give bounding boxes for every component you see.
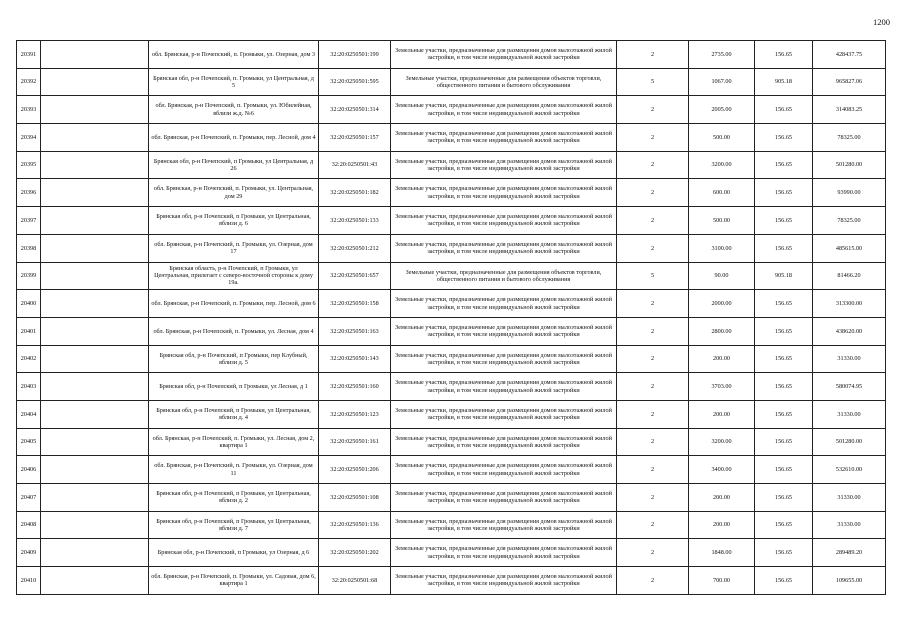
cadastral-number-cell: 32:20:0250501:43	[319, 151, 391, 179]
cadastral-number-cell: 32:20:0250501:206	[319, 456, 391, 484]
area-cell: 200.00	[689, 511, 755, 539]
blank-cell	[41, 179, 149, 207]
blank-cell	[41, 428, 149, 456]
specific-value-cell: 905.18	[755, 262, 813, 290]
table-row	[17, 124, 886, 152]
cadastral-value-cell: 93990.00	[813, 179, 886, 207]
table-row	[17, 262, 886, 290]
area-cell: 500.00	[689, 207, 755, 235]
address-cell: обл. Брянская, р-н Почепский, п. Громыки, ул. Центральная, дом 29	[149, 179, 319, 207]
specific-value-cell: 156.65	[755, 317, 813, 345]
cadastral-number-cell: 32:20:0250501:108	[319, 484, 391, 512]
cadastral-number-cell: 32:20:0250501:160	[319, 373, 391, 401]
cadastral-number-cell: 32:20:0250501:157	[319, 124, 391, 152]
permitted-use-cell: Земельные участки, предназначенные для размещения домов малоэтажной жилой застройки, в том числе индивидуальной жилой застройки	[391, 345, 617, 373]
use-group-cell: 2	[617, 207, 689, 235]
use-group-cell: 2	[617, 151, 689, 179]
blank-cell	[41, 567, 149, 595]
cadastral-value-cell: 580074.95	[813, 373, 886, 401]
row-number: 20397	[17, 207, 41, 235]
permitted-use-cell: Земельные участки, предназначенные для размещения домов малоэтажной жилой застройки, в том числе индивидуальной жилой застройки	[391, 511, 617, 539]
address-cell: Брянская обл, р-н Почепский, п Громыки, ул Центральная, вблизи д. 6	[149, 207, 319, 235]
use-group-cell: 2	[617, 234, 689, 262]
area-cell: 3100.00	[689, 234, 755, 262]
cadastral-value-cell: 501280.00	[813, 151, 886, 179]
cadastral-number-cell: 32:20:0250501:314	[319, 96, 391, 124]
use-group-cell: 5	[617, 68, 689, 96]
specific-value-cell: 156.65	[755, 539, 813, 567]
cadastral-number-cell: 32:20:0250501:199	[319, 41, 391, 69]
address-cell: Брянская обл, р-н Почепский, п. Громыки, ул Центральная, д 5	[149, 68, 319, 96]
cadastral-number-cell: 32:20:0250501:136	[319, 511, 391, 539]
cadastral-value-cell: 289489.20	[813, 539, 886, 567]
specific-value-cell: 156.65	[755, 179, 813, 207]
cadastral-number-cell: 32:20:0250501:595	[319, 68, 391, 96]
specific-value-cell: 156.65	[755, 567, 813, 595]
specific-value-cell: 156.65	[755, 511, 813, 539]
area-cell: 2735.00	[689, 41, 755, 69]
blank-cell	[41, 68, 149, 96]
use-group-cell: 2	[617, 179, 689, 207]
permitted-use-cell: Земельные участки, предназначенные для размещения домов малоэтажной жилой застройки, в том числе индивидуальной жилой застройки	[391, 207, 617, 235]
address-cell: обл. Брянская, р-н Почепский, п. Громыки, ул. Озерная, дом 3	[149, 41, 319, 69]
table-row	[17, 567, 886, 595]
permitted-use-cell: Земельные участки, предназначенные для размещения домов малоэтажной жилой застройки, в том числе индивидуальной жилой застройки	[391, 539, 617, 567]
table-row	[17, 400, 886, 428]
address-cell: обл. Брянская, р-н Почепский, п. Громыки, ул. Озерная, дом 11	[149, 456, 319, 484]
row-number: 20409	[17, 539, 41, 567]
use-group-cell: 2	[617, 124, 689, 152]
use-group-cell: 2	[617, 484, 689, 512]
area-cell: 2000.00	[689, 290, 755, 318]
cadastral-value-cell: 313300.00	[813, 290, 886, 318]
cadastral-value-cell: 81466.20	[813, 262, 886, 290]
cadastral-value-cell: 31330.00	[813, 345, 886, 373]
address-cell: Брянская обл, р-н Почепский, п Громыки, пер Клубный, вблизи д. 5	[149, 345, 319, 373]
address-cell: Брянская обл, р-н Почепский, п Громыки, ул Лесная, д 1	[149, 373, 319, 401]
permitted-use-cell: Земельные участки, предназначенные для размещения домов малоэтажной жилой застройки, в том числе индивидуальной жилой застройки	[391, 484, 617, 512]
specific-value-cell: 156.65	[755, 41, 813, 69]
specific-value-cell: 156.65	[755, 207, 813, 235]
permitted-use-cell: Земельные участки, предназначенные для размещения домов малоэтажной жилой застройки, в том числе индивидуальной жилой застройки	[391, 179, 617, 207]
page-number: 1200	[873, 17, 890, 27]
address-cell: Брянская обл, р-н Почепский, п Громыки, ул Центральная, д 26	[149, 151, 319, 179]
address-cell: Брянская обл, р-н Почепский, п Громыки, ул Центральная, вблизи д. 4	[149, 400, 319, 428]
blank-cell	[41, 484, 149, 512]
specific-value-cell: 156.65	[755, 124, 813, 152]
cadastral-number-cell: 32:20:0250501:133	[319, 207, 391, 235]
cadastral-value-cell: 428437.75	[813, 41, 886, 69]
row-number: 20395	[17, 151, 41, 179]
row-number: 20403	[17, 373, 41, 401]
row-number: 20402	[17, 345, 41, 373]
specific-value-cell: 156.65	[755, 484, 813, 512]
table-row	[17, 179, 886, 207]
address-cell: обл. Брянская, р-н Почепский, п. Громыки, ул. Юбилейная, вблизи ж.д. №6	[149, 96, 319, 124]
table-row	[17, 41, 886, 69]
blank-cell	[41, 345, 149, 373]
row-number: 20391	[17, 41, 41, 69]
row-number: 20393	[17, 96, 41, 124]
cadastral-number-cell: 32:20:0250501:182	[319, 179, 391, 207]
cadastral-value-cell: 78325.00	[813, 124, 886, 152]
blank-cell	[41, 290, 149, 318]
blank-cell	[41, 124, 149, 152]
cadastral-number-cell: 32:20:0250501:161	[319, 428, 391, 456]
specific-value-cell: 156.65	[755, 456, 813, 484]
table-row	[17, 539, 886, 567]
area-cell: 3703.00	[689, 373, 755, 401]
area-cell: 90.00	[689, 262, 755, 290]
table-row	[17, 234, 886, 262]
area-cell: 3400.00	[689, 456, 755, 484]
permitted-use-cell: Земельные участки, предназначенные для размещения домов малоэтажной жилой застройки, в том числе индивидуальной жилой застройки	[391, 41, 617, 69]
use-group-cell: 2	[617, 567, 689, 595]
blank-cell	[41, 400, 149, 428]
address-cell: обл. Брянская, р-н Почепский, п. Громыки, пер. Лесной, дом 6	[149, 290, 319, 318]
area-cell: 500.00	[689, 124, 755, 152]
blank-cell	[41, 539, 149, 567]
specific-value-cell: 156.65	[755, 234, 813, 262]
row-number: 20400	[17, 290, 41, 318]
area-cell: 2800.00	[689, 317, 755, 345]
area-cell: 700.00	[689, 567, 755, 595]
cadastral-number-cell: 32:20:0250501:163	[319, 317, 391, 345]
use-group-cell: 2	[617, 511, 689, 539]
cadastral-number-cell: 32:20:0250501:68	[319, 567, 391, 595]
specific-value-cell: 905.18	[755, 68, 813, 96]
use-group-cell: 2	[617, 96, 689, 124]
row-number: 20394	[17, 124, 41, 152]
row-number: 20407	[17, 484, 41, 512]
blank-cell	[41, 317, 149, 345]
specific-value-cell: 156.65	[755, 345, 813, 373]
use-group-cell: 2	[617, 317, 689, 345]
cadastral-value-cell: 501280.00	[813, 428, 886, 456]
row-number: 20408	[17, 511, 41, 539]
blank-cell	[41, 96, 149, 124]
use-group-cell: 2	[617, 456, 689, 484]
use-group-cell: 2	[617, 373, 689, 401]
use-group-cell: 2	[617, 400, 689, 428]
permitted-use-cell: Земельные участки, предназначенные для размещения домов малоэтажной жилой застройки, в том числе индивидуальной жилой застройки	[391, 373, 617, 401]
cadastral-number-cell: 32:20:0250501:202	[319, 539, 391, 567]
cadastral-value-cell: 438620.00	[813, 317, 886, 345]
table-row	[17, 345, 886, 373]
table-row	[17, 456, 886, 484]
table-row	[17, 290, 886, 318]
cadastral-number-cell: 32:20:0250501:212	[319, 234, 391, 262]
blank-cell	[41, 373, 149, 401]
table-row	[17, 484, 886, 512]
cadastral-value-cell: 31330.00	[813, 400, 886, 428]
cadastral-value-cell: 314083.25	[813, 96, 886, 124]
blank-cell	[41, 151, 149, 179]
use-group-cell: 2	[617, 290, 689, 318]
address-cell: обл. Брянская, р-н Почепский, п. Громыки, пер. Лесной, дом 4	[149, 124, 319, 152]
permitted-use-cell: Земельные участки, предназначенные для размещения объектов торговли, общественного питания и бытового обслуживания	[391, 68, 617, 96]
permitted-use-cell: Земельные участки, предназначенные для размещения домов малоэтажной жилой застройки, в том числе индивидуальной жилой застройки	[391, 400, 617, 428]
table-row	[17, 96, 886, 124]
blank-cell	[41, 234, 149, 262]
blank-cell	[41, 207, 149, 235]
area-cell: 3200.00	[689, 428, 755, 456]
address-cell: обл. Брянская, р-н Почепский, п. Громыки, ул. Лесная, дом 2, квартира 1	[149, 428, 319, 456]
use-group-cell: 2	[617, 428, 689, 456]
use-group-cell: 2	[617, 41, 689, 69]
table-row	[17, 68, 886, 96]
table-row	[17, 373, 886, 401]
specific-value-cell: 156.65	[755, 96, 813, 124]
use-group-cell: 2	[617, 539, 689, 567]
permitted-use-cell: Земельные участки, предназначенные для размещения домов малоэтажной жилой застройки, в том числе индивидуальной жилой застройки	[391, 428, 617, 456]
area-cell: 200.00	[689, 400, 755, 428]
specific-value-cell: 156.65	[755, 290, 813, 318]
cadastral-value-cell: 78325.00	[813, 207, 886, 235]
area-cell: 1067.00	[689, 68, 755, 96]
row-number: 20396	[17, 179, 41, 207]
address-cell: Брянская область, р-н Почепский, п Громыки, ул Центральная, прилегает с северо-восточной стороны к дому 19а.	[149, 262, 319, 290]
blank-cell	[41, 41, 149, 69]
table-row	[17, 317, 886, 345]
cadastral-number-cell: 32:20:0250501:657	[319, 262, 391, 290]
table-row	[17, 428, 886, 456]
cadastral-number-cell: 32:20:0250501:143	[319, 345, 391, 373]
cadastral-value-cell: 532610.00	[813, 456, 886, 484]
table-body	[17, 41, 886, 595]
cadastral-value-cell: 485615.00	[813, 234, 886, 262]
area-cell: 600.00	[689, 179, 755, 207]
permitted-use-cell: Земельные участки, предназначенные для размещения домов малоэтажной жилой застройки, в том числе индивидуальной жилой застройки	[391, 317, 617, 345]
row-number: 20392	[17, 68, 41, 96]
specific-value-cell: 156.65	[755, 151, 813, 179]
row-number: 20399	[17, 262, 41, 290]
permitted-use-cell: Земельные участки, предназначенные для размещения домов малоэтажной жилой застройки, в том числе индивидуальной жилой застройки	[391, 96, 617, 124]
permitted-use-cell: Земельные участки, предназначенные для размещения домов малоэтажной жилой застройки, в том числе индивидуальной жилой застройки	[391, 124, 617, 152]
area-cell: 1848.00	[689, 539, 755, 567]
permitted-use-cell: Земельные участки, предназначенные для размещения объектов торговли, общественного питания и бытового обслуживания	[391, 262, 617, 290]
address-cell: Брянская обл, р-н Почепский, п Громыки, ул Центральная, вблизи д. 7	[149, 511, 319, 539]
specific-value-cell: 156.65	[755, 373, 813, 401]
table-row	[17, 511, 886, 539]
use-group-cell: 2	[617, 345, 689, 373]
specific-value-cell: 156.65	[755, 400, 813, 428]
area-cell: 2005.00	[689, 96, 755, 124]
table-row	[17, 151, 886, 179]
cadastral-value-cell: 31330.00	[813, 511, 886, 539]
row-number: 20401	[17, 317, 41, 345]
address-cell: обл. Брянская, р-н Почепский, п. Громыки, ул. Лесная, дом 4	[149, 317, 319, 345]
permitted-use-cell: Земельные участки, предназначенные для размещения домов малоэтажной жилой застройки, в том числе индивидуальной жилой застройки	[391, 151, 617, 179]
permitted-use-cell: Земельные участки, предназначенные для размещения домов малоэтажной жилой застройки, в том числе индивидуальной жилой застройки	[391, 567, 617, 595]
permitted-use-cell: Земельные участки, предназначенные для размещения домов малоэтажной жилой застройки, в том числе индивидуальной жилой застройки	[391, 234, 617, 262]
cadastral-value-cell: 109655.00	[813, 567, 886, 595]
area-cell: 3200.00	[689, 151, 755, 179]
address-cell: обл. Брянская, р-н Почепский, п. Громыки, ул. Садовая, дом 6, квартира 1	[149, 567, 319, 595]
area-cell: 200.00	[689, 484, 755, 512]
address-cell: обл. Брянская, р-н Почепский, п. Громыки, ул. Озерная, дом 17	[149, 234, 319, 262]
permitted-use-cell: Земельные участки, предназначенные для размещения домов малоэтажной жилой застройки, в том числе индивидуальной жилой застройки	[391, 456, 617, 484]
address-cell: Брянская обл, р-н Почепский, п Громыки, ул Озерная, д 6	[149, 539, 319, 567]
row-number: 20406	[17, 456, 41, 484]
table-row	[17, 207, 886, 235]
area-cell: 200.00	[689, 345, 755, 373]
specific-value-cell: 156.65	[755, 428, 813, 456]
cadastral-value-cell: 31330.00	[813, 484, 886, 512]
address-cell: Брянская обл, р-н Почепский, п Громыки, ул Центральная, вблизи д. 2	[149, 484, 319, 512]
use-group-cell: 5	[617, 262, 689, 290]
blank-cell	[41, 456, 149, 484]
cadastral-value-table	[16, 40, 886, 595]
permitted-use-cell: Земельные участки, предназначенные для размещения домов малоэтажной жилой застройки, в том числе индивидуальной жилой застройки	[391, 290, 617, 318]
row-number: 20398	[17, 234, 41, 262]
cadastral-number-cell: 32:20:0250501:123	[319, 400, 391, 428]
row-number: 20405	[17, 428, 41, 456]
blank-cell	[41, 262, 149, 290]
cadastral-value-cell: 965827.06	[813, 68, 886, 96]
row-number: 20410	[17, 567, 41, 595]
cadastral-number-cell: 32:20:0250501:158	[319, 290, 391, 318]
blank-cell	[41, 511, 149, 539]
row-number: 20404	[17, 400, 41, 428]
